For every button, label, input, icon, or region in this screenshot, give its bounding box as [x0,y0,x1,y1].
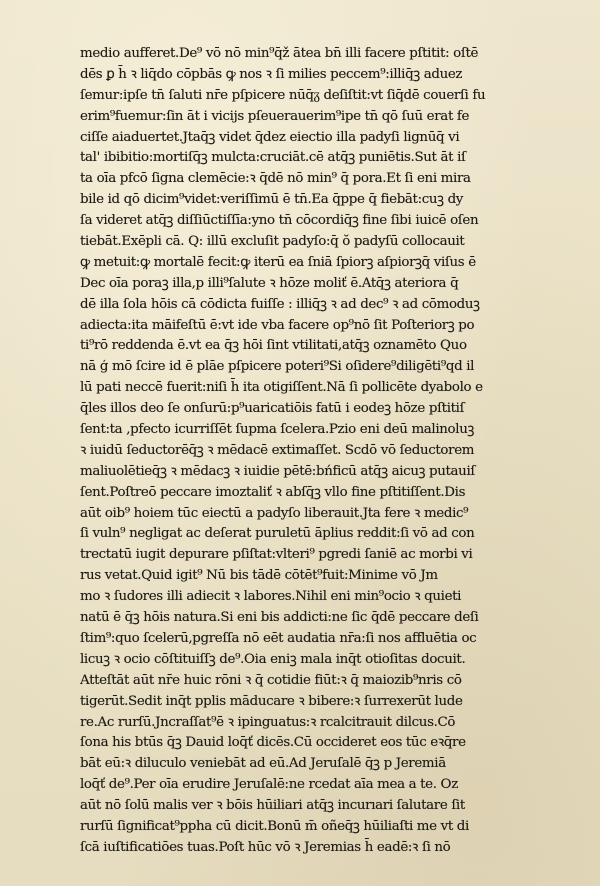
text-line: ti⁹rō reddenda ē.vt ea q̄ꝫ hōi ſint vtilitati,atq̄ꝫ oznamēto Quo [80,338,467,354]
text-line: adiecta:ita māifeſtū ē:vt ide vba facere op⁹nō ſit Poſteriorꝫ po [80,317,475,333]
text-line: Atteſtāt aūt nr̄e huic rōni ꝛ q̄ cotidie fiūt:ꝛ q̄ maiozib⁹nris cō [80,672,462,688]
text-line: loq̄ť de⁹.Per oīa erudire Jeruſalē:ne rcedat aīa mea a te. Oz [80,777,458,793]
text-line: ſa videret atq̄ꝫ diſſiūctiſſīa:yno tn̄ cōcordiq̄ꝫ fine ſibi iuicē oſen [80,213,479,229]
text-line: medio aufferet.De⁹ vō nō min⁹q̄ž ātea bn̄ illi facere pſtitit: oſtē [80,46,479,61]
text-line: tal' ibibitio:mortiſq̄ꝫ mulcta:cruciāt.cē atq̄ꝫ puniētis.Sut āt iſ [80,150,466,166]
text-line: ta oīa pfcō ſigna clemēcie:ꝛ q̄dē nō min⁹ q̄ pora.Et ſi eni mira [80,171,471,187]
text-line: ſent:ta ,pfecto icurriſſēt ſupma ſcelera.Pzio eni deū malinoluꝫ [80,422,474,438]
text-line: ſemur:ipſe tn̄ ſaluti nr̄e pſpicere nūq̄ᵹ deſiſtit:vt ſiq̄dē couerſi fu [80,87,486,103]
text-line: lū pati neccē fuerit:niſi h̄ ita otigiſſent.Nā ſi pollicēte dyabolo e [80,380,483,396]
text-line: re.Ac rurſū.Jncraſſat⁹ē ꝛ ipinguatus:ꝛ rcalcitrauit dilcus.Cō [80,714,456,730]
text-line: ſcā iuſtificatiōes tuas.Poſt hūc vō ꝛ Jeremias h̄ eadē:ꝛ ſi nō [80,839,451,855]
text-line: bile id qō dicim⁹videt:veriſſimū ē tn̄.Ea q̄ppe q̄ fiebāt:cuꝫ dy [80,192,464,208]
text-line: ſona his btūs q̄ꝫ Dauid loq̄ť dicēs.Cū occideret eos tūc eꝛq̄re [80,735,466,751]
text-line: ſent.Poſtreō peccare imoztaliť ꝛ abſq̄ꝫ vllo fine pſtitiſſent.Dis [80,484,466,500]
text-line: erim⁹fuemur:ſin āt i vicijs pſeuerauerim⁹ipe tn̄ qō ſuū erat fe [80,108,470,124]
text-line: mo ꝛ ſudores illi adiecit ꝛ labores.Nihil eni min⁹ocio ꝛ quieti [80,589,462,605]
text-line: tiebāt.Exēpli cā. Q: illū excluſit padyſo:q̄ ŏ padyſū collocauit [80,234,465,250]
text-line: Dec oīa poraꝫ illa,p illi⁹ſalute ꝛ hōze moliť ē.Atq̄ꝫ ateriora q̄ [80,275,459,291]
text-line: ꝛ iuidū ſeductorēq̄ꝫ ꝛ mēdacē extimaſſet. Scdō vō ſeductorem [80,442,475,458]
text-line: maliuolētieq̄ꝫ ꝛ mēdacꝫ ꝛ iuidie pētē:bńficū atq̄ꝫ aicuꝫ putauiſ [80,463,475,479]
text-line: aūt oib⁹ hoiem tūc eiectū a padyſo liberauit.Jta fere ꝛ medic⁹ [80,505,469,521]
text-line: ꝙ metuit:ꝙ mortalē fecit:ꝙ iterū ea ſniā ſpiorꝫ aſpiorꝫq̄ viſus ē [80,254,476,270]
text-line: trectatū iugit depurare pſiſtat:vlteri⁹ pgredi ſaniē ac morbi vi [80,547,473,563]
text-line: natū ē q̄ꝫ hōis natura.Si eni bis addicti:ne ſic q̄dē peccare deſi [80,610,479,626]
text-line: aūt nō ſolū malis ver ꝛ bōis hūiliari atq̄ꝫ incurıari ſalutare ſit [80,798,465,814]
text-line: q̄les illos deo ſe onſurū:p⁹uaricatiōis fatū i eodeꝫ hōze pſtitiſ [80,401,465,417]
text-line: tigerūt.Sedit inq̄t pplis māducare ꝛ bibere:ꝛ ſurrexerūt lude [80,693,463,709]
text-line: nā ģ mō ſcire id ē plāe pſpicere poteri⁹Si oſidere⁹diligēti⁹qd il [80,359,475,375]
text-line: dē illa ſola hōis cā cōdicta fuiſſe : illiq̄ꝫ ꝛ ad dec⁹ ꝛ ad cōmoduꝫ [80,296,480,312]
text-line: ſi vuln⁹ negligat ac deſerat puruletū āplius reddit:ſi vō ad con [80,526,475,542]
text-column [80,44,550,859]
text-line: rus vetat.Quid igit⁹ Nū bis tādē cōtēt⁹fuit:Minime vō Jm [80,568,438,584]
text-line: bāt eū:ꝛ diluculo veniebāt ad eū.Ad Jeruſalē q̄ꝫ p Jeremiā [80,756,446,772]
text-line: rurſū ſignificat⁹ppha cū dicit.Bonū m̄ oñeq̄ꝫ hūiliaſti me vt di [80,818,469,834]
text-line: licuꝫ ꝛ ocio cōſtituiſſꝫ de⁹.Oia eniꝫ mala inq̄t otioſitas docuit. [80,651,466,667]
text-line: ſtim⁹:quo ſcelerū,pgreſſa nō eēt audatia nr̄a:ſi nos affluētia oc [80,630,477,646]
text-line: dēs ꝑ h̄ ꝛ liq̄do cōpbās ꝙ nos ꝛ ſi milies peccem⁹:illiq̄ꝫ aduez [80,66,463,82]
text-line: ciſſe aiaduertet.Jtaq̄ꝫ videt q̄dez eiectio illa padyſi lignūq̄ vi [80,129,460,145]
